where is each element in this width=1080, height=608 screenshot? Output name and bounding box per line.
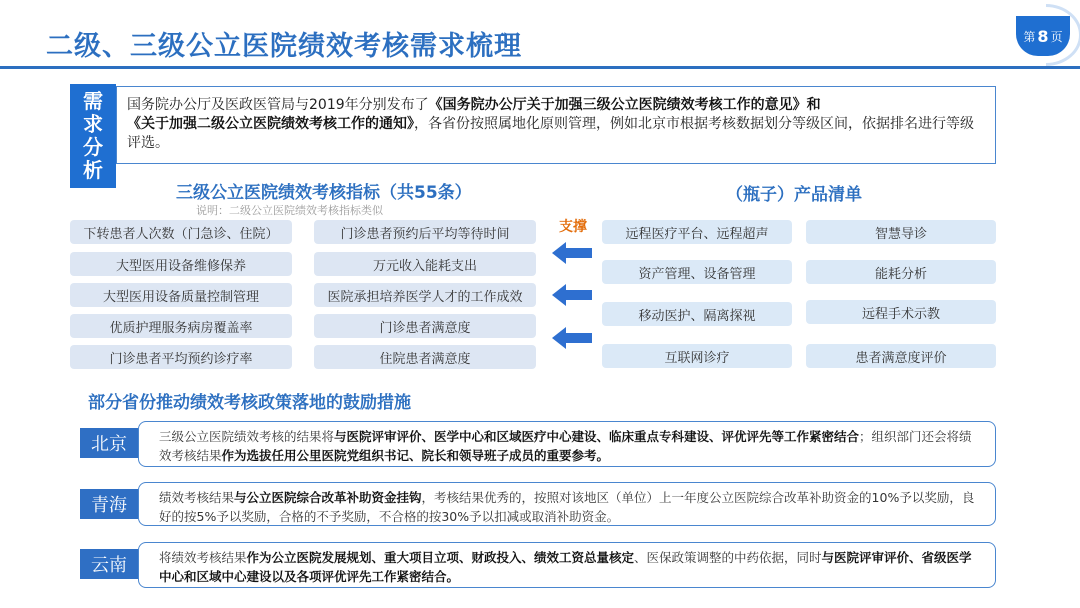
indicators-note: 说明：二级公立医院绩效考核指标类似 [196, 204, 383, 217]
indicator-item: 优质护理服务病房覆盖率 [70, 314, 292, 338]
page-number-badge [1016, 16, 1070, 56]
indicator-item: 住院患者满意度 [314, 345, 536, 369]
support-label: 支撑 [559, 219, 587, 235]
product-item: 患者满意度评价 [806, 344, 996, 368]
policy-document-title: 《国务院办公厅关于加强三级公立医院绩效考核工作的意见》 [428, 97, 807, 113]
product-item: 互联网诊疗 [602, 344, 792, 368]
province-tag-yunnan: 云南 [80, 549, 138, 579]
measure-text: 三级公立医院绩效考核的结果将 [159, 429, 335, 444]
indicators-title: 三级公立医院绩效考核指标（共55条） [176, 183, 472, 203]
page-title: 二级、三级公立医院绩效考核需求梳理 [46, 31, 522, 62]
requirement-connector: 和 [806, 97, 821, 113]
measure-emphasis: 与医院评审评价、医学中心和区域医疗中心建设、临床重点专科建设、评优评先等工作紧密结合 [334, 429, 860, 444]
indicator-item: 门诊患者满意度 [314, 314, 536, 338]
requirement-text: ，各省份按照属地化原则管理，例如北京市根据考核数据划分等级区间，依据排名进行等级评选。 [127, 116, 974, 151]
measure-text: 绩效考核结果 [159, 490, 235, 505]
product-item: 远程手术示教 [806, 300, 996, 324]
requirement-tag-char: 分 [83, 135, 103, 159]
page-suffix: 页 [1050, 29, 1063, 44]
measure-emphasis: 作为公立医院发展规划、重大项目立项、财政投入、绩效工资总量核定 [246, 550, 635, 565]
measure-emphasis: 与医院评审评价、省级医学中心和区域中心建设以及各项评优评先工作紧密结合。 [159, 550, 972, 584]
indicator-item: 大型医用设备维修保养 [70, 252, 292, 276]
requirement-text-box [116, 86, 996, 164]
measure-text: ，考核结果优秀的，按照对该地区（单位）上一年度公立医院综合改革补助资金的10%予以奖励，良好的按5%予以奖励，合格的不予奖励，不合格的按30%予以扣减或取消补助资金。 [159, 490, 975, 524]
policy-document-title: 《关于加强二级公立医院绩效考核工作的通知》 [127, 116, 414, 132]
measure-emphasis: 与公立医院综合改革补助资金挂钩 [234, 490, 422, 505]
measure-box-beijing [138, 421, 996, 467]
indicator-item: 万元收入能耗支出 [314, 252, 536, 276]
province-tag-qinghai: 青海 [80, 489, 138, 519]
product-item: 远程医疗平台、远程超声 [602, 220, 792, 244]
title-divider [0, 66, 1080, 69]
requirement-tag [70, 84, 116, 188]
measures-title: 部分省份推动绩效考核政策落地的鼓励措施 [88, 393, 411, 413]
product-item: 资产管理、设备管理 [602, 260, 792, 284]
requirement-tag-char: 求 [83, 112, 103, 136]
left-arrow-icon [552, 327, 592, 349]
measure-text: ；组织部门还会将绩效考核结果 [159, 429, 972, 463]
measure-box-yunnan [138, 542, 996, 588]
indicator-item: 门诊患者平均预约诊疗率 [70, 345, 292, 369]
indicator-item: 门诊患者预约后平均等待时间 [314, 220, 536, 244]
page-number: 8 [1037, 26, 1049, 46]
page-prefix: 第 [1023, 29, 1036, 44]
indicator-item: 医院承担培养医学人才的工作成效 [314, 283, 536, 307]
measure-emphasis: 作为选拔任用公里医院党组织书记、院长和领导班子成员的重要参考。 [221, 448, 610, 463]
requirement-tag-char: 析 [83, 158, 103, 182]
product-item: 能耗分析 [806, 260, 996, 284]
requirement-text: 国务院办公厅及医政医管局与2019年分别发布了 [127, 97, 429, 113]
left-arrow-icon [552, 284, 592, 306]
product-item: 智慧导诊 [806, 220, 996, 244]
left-arrow-icon [552, 242, 592, 264]
indicator-item: 下转患者人次数（门急诊、住院） [70, 220, 292, 244]
product-item: 移动医护、隔离探视 [602, 302, 792, 326]
products-title: （瓶子）产品清单 [726, 185, 862, 205]
indicator-item: 大型医用设备质量控制管理 [70, 283, 292, 307]
province-tag-beijing: 北京 [80, 428, 138, 458]
measure-text: 将绩效考核结果 [159, 550, 247, 565]
measure-text: 、医保政策调整的中药依据，同时 [634, 550, 822, 565]
requirement-tag-char: 需 [83, 89, 103, 113]
measure-box-qinghai [138, 482, 996, 526]
